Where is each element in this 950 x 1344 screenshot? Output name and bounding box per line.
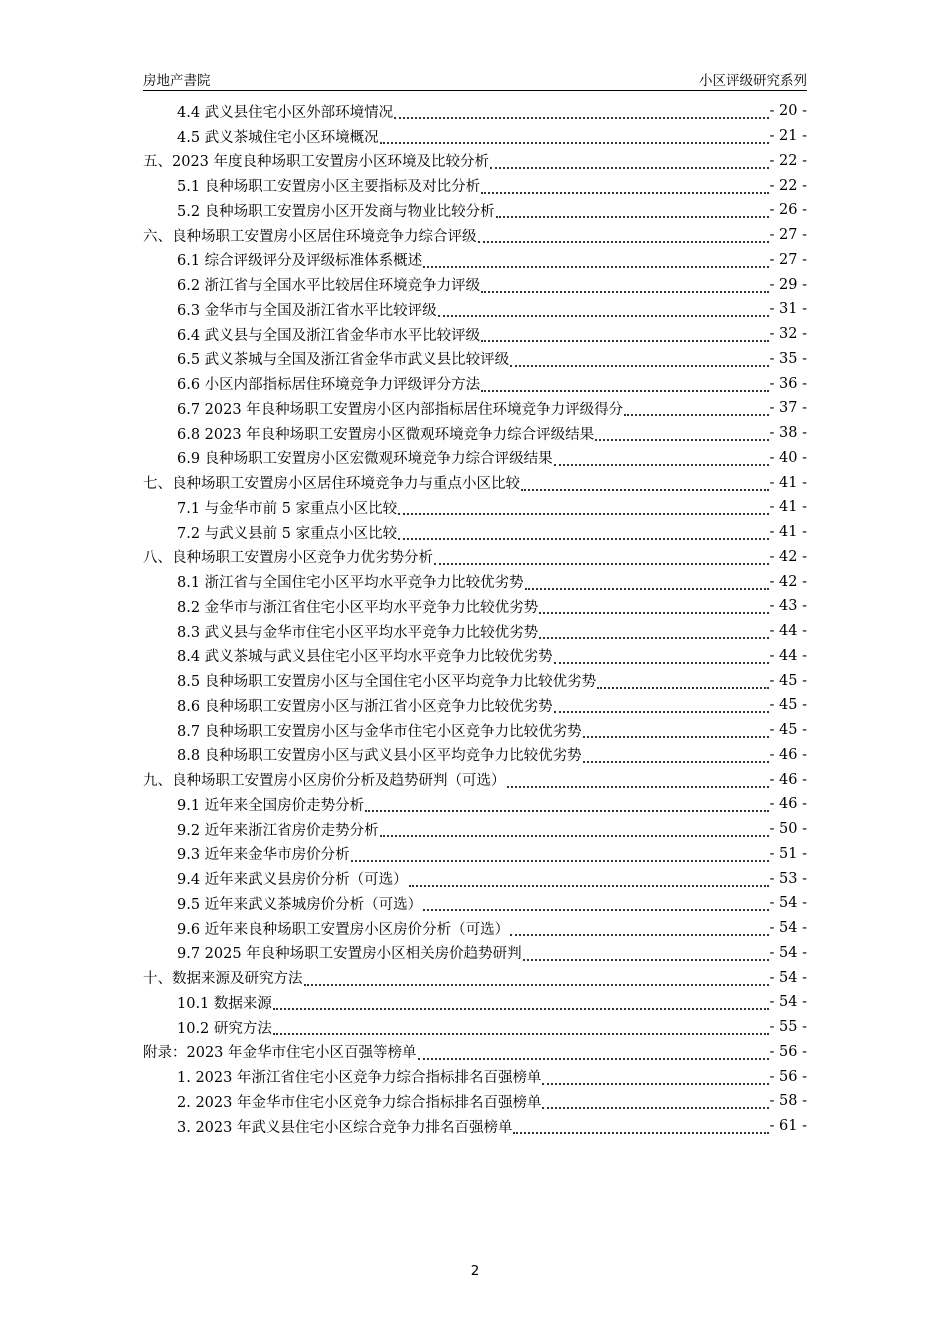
toc-entry-title: 8.6 良种场职工安置房小区与浙江省小区竞争力比较优劣势 bbox=[177, 698, 553, 715]
toc-entry[interactable] bbox=[143, 644, 807, 669]
toc-entry[interactable] bbox=[143, 347, 807, 372]
toc-leader-dots bbox=[510, 920, 768, 936]
toc-entry-page: - 27 - bbox=[769, 227, 807, 244]
toc-leader-dots bbox=[438, 301, 769, 317]
toc-entry-title: 8.2 金华市与浙江省住宅小区平均水平竞争力比较优劣势 bbox=[177, 599, 539, 616]
toc-entry[interactable] bbox=[143, 470, 807, 495]
toc-entry-page: - 44 - bbox=[769, 623, 807, 640]
toc-entry[interactable] bbox=[143, 693, 807, 718]
toc-entry-title: 8.8 良种场职工安置房小区与武义县小区平均竞争力比较优劣势 bbox=[177, 748, 582, 765]
toc-entry-title: 10.2 研究方法 bbox=[177, 1020, 272, 1037]
toc-entry[interactable] bbox=[143, 124, 807, 149]
toc-entry[interactable] bbox=[143, 668, 807, 693]
toc-entry-title: 6.6 小区内部指标居住环境竞争力评级评分方法 bbox=[177, 377, 481, 394]
toc-entry-title: 9.2 近年来浙江省房价走势分析 bbox=[177, 822, 379, 839]
toc-entry-page: - 20 - bbox=[769, 103, 807, 120]
toc-leader-dots bbox=[481, 326, 768, 342]
toc-entry[interactable] bbox=[143, 1089, 807, 1114]
toc-entry[interactable] bbox=[143, 545, 807, 570]
toc-entry-title: 七、良种场职工安置房小区居住环境竞争力与重点小区比较 bbox=[143, 476, 520, 493]
toc-entry-page: - 46 - bbox=[769, 771, 807, 788]
toc-entry-title: 9.6 近年来良种场职工安置房小区房价分析（可选） bbox=[177, 921, 510, 938]
toc-entry-title: 7.1 与金华市前 5 家重点小区比较 bbox=[177, 500, 398, 517]
toc-leader-dots bbox=[478, 227, 769, 243]
toc-entry-title: 2. 2023 年金华市住宅小区竞争力综合指标排名百强榜单 bbox=[177, 1094, 542, 1111]
toc-entry[interactable] bbox=[143, 916, 807, 941]
toc-entry-page: - 31 - bbox=[769, 301, 807, 318]
toc-leader-dots bbox=[554, 697, 769, 713]
toc-entry-title: 5.2 良种场职工安置房小区开发商与物业比较分析 bbox=[177, 203, 495, 220]
toc-entry[interactable] bbox=[143, 891, 807, 916]
toc-leader-dots bbox=[521, 475, 769, 491]
toc-leader-dots bbox=[507, 772, 769, 788]
toc-entry-page: - 41 - bbox=[769, 499, 807, 516]
toc-entry[interactable] bbox=[143, 371, 807, 396]
toc-entry[interactable] bbox=[143, 594, 807, 619]
toc-entry-page: - 45 - bbox=[769, 697, 807, 714]
toc-entry-page: - 56 - bbox=[769, 1043, 807, 1060]
toc-leader-dots bbox=[583, 722, 769, 738]
toc-entry-title: 9.1 近年来全国房价走势分析 bbox=[177, 797, 365, 814]
toc-entry-page: - 42 - bbox=[769, 548, 807, 565]
toc-leader-dots bbox=[554, 450, 769, 466]
toc-entry[interactable] bbox=[143, 396, 807, 421]
toc-entry-title: 6.8 2023 年良种场职工安置房小区微观环境竞争力综合评级结果 bbox=[177, 426, 595, 443]
toc-entry-title: 6.7 2023 年良种场职工安置房小区内部指标居住环境竞争力评级得分 bbox=[177, 401, 624, 418]
toc-entry[interactable] bbox=[143, 173, 807, 198]
toc-entry-title: 4.5 武义茶城住宅小区环境概况 bbox=[177, 129, 379, 146]
toc-entry[interactable] bbox=[143, 198, 807, 223]
toc-leader-dots bbox=[423, 252, 768, 268]
header-publisher: 房地产書院 bbox=[143, 73, 211, 89]
toc-entry-page: - 45 - bbox=[769, 722, 807, 739]
toc-entry-page: - 32 - bbox=[769, 326, 807, 343]
toc-leader-dots bbox=[273, 1019, 769, 1035]
toc-leader-dots bbox=[434, 549, 769, 565]
page-number: 2 bbox=[470, 1263, 480, 1279]
toc-leader-dots bbox=[595, 425, 768, 441]
toc-leader-dots bbox=[523, 945, 769, 961]
toc-leader-dots bbox=[409, 871, 769, 887]
toc-entry[interactable] bbox=[143, 248, 807, 273]
toc-entry-page: - 54 - bbox=[769, 969, 807, 986]
toc-entry-page: - 41 - bbox=[769, 474, 807, 491]
toc-entry[interactable] bbox=[143, 965, 807, 990]
toc-entry-title: 9.5 近年来武义茶城房价分析（可选） bbox=[177, 896, 423, 913]
toc-entry-page: - 45 - bbox=[769, 672, 807, 689]
toc-entry[interactable] bbox=[143, 1064, 807, 1089]
toc-leader-dots bbox=[365, 796, 768, 812]
toc-entry-title: 8.4 武义茶城与武义县住宅小区平均水平竞争力比较优劣势 bbox=[177, 649, 553, 666]
toc-entry-page: - 26 - bbox=[769, 202, 807, 219]
toc-entry[interactable] bbox=[143, 1040, 807, 1065]
toc-leader-dots bbox=[418, 1044, 769, 1060]
toc-entry-title: 9.4 近年来武义县房价分析（可选） bbox=[177, 872, 408, 889]
toc-leader-dots bbox=[273, 994, 769, 1010]
toc-leader-dots bbox=[539, 623, 768, 639]
toc-entry-title: 5.1 良种场职工安置房小区主要指标及对比分析 bbox=[177, 179, 481, 196]
toc-leader-dots bbox=[398, 524, 768, 540]
toc-entry-page: - 53 - bbox=[769, 870, 807, 887]
toc-leader-dots bbox=[490, 153, 769, 169]
toc-entry[interactable] bbox=[143, 718, 807, 743]
toc-entry[interactable] bbox=[143, 149, 807, 174]
toc-entry-title: 4.4 武义县住宅小区外部环境情况 bbox=[177, 104, 394, 121]
toc-entry-page: - 22 - bbox=[769, 177, 807, 194]
toc-leader-dots bbox=[394, 103, 768, 119]
toc-entry-title: 6.1 综合评级评分及评级标准体系概述 bbox=[177, 253, 423, 270]
toc-entry-page: - 61 - bbox=[769, 1118, 807, 1135]
toc-entry-page: - 44 - bbox=[769, 647, 807, 664]
toc-entry-page: - 56 - bbox=[769, 1068, 807, 1085]
toc-leader-dots bbox=[380, 128, 769, 144]
toc-entry-page: - 22 - bbox=[769, 152, 807, 169]
toc-entry-page: - 41 - bbox=[769, 524, 807, 541]
toc-entry-title: 8.1 浙江省与全国住宅小区平均水平竞争力比较优劣势 bbox=[177, 575, 524, 592]
toc-entry-title: 8.3 武义县与金华市住宅小区平均水平竞争力比较优劣势 bbox=[177, 624, 539, 641]
toc-leader-dots bbox=[554, 648, 769, 664]
toc-entry[interactable] bbox=[143, 767, 807, 792]
toc-entry-page: - 54 - bbox=[769, 895, 807, 912]
toc-leader-dots bbox=[542, 1093, 768, 1109]
toc-entry[interactable] bbox=[143, 99, 807, 124]
toc-entry-title: 6.3 金华市与全国及浙江省水平比较评级 bbox=[177, 302, 437, 319]
toc-entry[interactable] bbox=[143, 322, 807, 347]
toc-leader-dots bbox=[304, 970, 769, 986]
toc-leader-dots bbox=[481, 376, 768, 392]
toc-entry-title: 8.7 良种场职工安置房小区与金华市住宅小区竞争力比较优劣势 bbox=[177, 723, 582, 740]
toc-entry-title: 6.2 浙江省与全国水平比较居住环境竞争力评级 bbox=[177, 278, 481, 295]
toc-entry-page: - 21 - bbox=[769, 128, 807, 145]
toc-entry[interactable] bbox=[143, 990, 807, 1015]
toc-entry[interactable] bbox=[143, 272, 807, 297]
toc-entry[interactable] bbox=[143, 421, 807, 446]
toc-entry-title: 10.1 数据来源 bbox=[177, 995, 272, 1012]
toc-entry[interactable] bbox=[143, 1015, 807, 1040]
toc-entry-page: - 54 - bbox=[769, 994, 807, 1011]
toc-entry-page: - 51 - bbox=[769, 845, 807, 862]
toc-entry-page: - 54 - bbox=[769, 920, 807, 937]
toc-entry-page: - 50 - bbox=[769, 821, 807, 838]
toc-entry-page: - 43 - bbox=[769, 598, 807, 615]
toc-entry-page: - 55 - bbox=[769, 1019, 807, 1036]
toc-leader-dots bbox=[525, 574, 769, 590]
toc-entry-page: - 46 - bbox=[769, 796, 807, 813]
toc-entry-title: 八、良种场职工安置房小区竞争力优劣势分析 bbox=[143, 550, 433, 567]
toc-entry[interactable] bbox=[143, 495, 807, 520]
toc-entry-page: - 27 - bbox=[769, 251, 807, 268]
toc-leader-dots bbox=[542, 1069, 768, 1085]
toc-entry-title: 6.5 武义茶城与全国及浙江省金华市武义县比较评级 bbox=[177, 352, 510, 369]
toc-leader-dots bbox=[351, 846, 769, 862]
toc-entry-title: 6.4 武义县与全国及浙江省金华市水平比较评级 bbox=[177, 327, 481, 344]
toc-leader-dots bbox=[624, 400, 768, 416]
toc-entry[interactable] bbox=[143, 297, 807, 322]
toc-entry-title: 十、数据来源及研究方法 bbox=[143, 971, 303, 988]
toc-leader-dots bbox=[423, 895, 768, 911]
toc-entry[interactable] bbox=[143, 866, 807, 891]
toc-leader-dots bbox=[481, 277, 768, 293]
toc-leader-dots bbox=[380, 821, 769, 837]
toc-entry-title: 6.9 良种场职工安置房小区宏微观环境竞争力综合评级结果 bbox=[177, 451, 553, 468]
toc-entry-page: - 54 - bbox=[769, 944, 807, 961]
toc-entry[interactable] bbox=[143, 569, 807, 594]
toc-entry-title: 附录：2023 年金华市住宅小区百强等榜单 bbox=[143, 1045, 417, 1062]
toc-entry-page: - 29 - bbox=[769, 276, 807, 293]
toc-entry[interactable] bbox=[143, 792, 807, 817]
toc-leader-dots bbox=[583, 747, 769, 763]
toc-entry-page: - 36 - bbox=[769, 375, 807, 392]
toc-leader-dots bbox=[539, 598, 768, 614]
toc-entry-page: - 40 - bbox=[769, 449, 807, 466]
header-series-title: 小区评级研究系列 bbox=[699, 73, 807, 89]
toc-entry-title: 1. 2023 年浙江省住宅小区竞争力综合指标排名百强榜单 bbox=[177, 1070, 542, 1087]
toc-leader-dots bbox=[513, 1118, 768, 1134]
toc-leader-dots bbox=[496, 202, 769, 218]
toc-entry[interactable] bbox=[143, 520, 807, 545]
page-header bbox=[143, 66, 807, 91]
toc-entry-title: 9.3 近年来金华市房价分析 bbox=[177, 847, 350, 864]
toc-leader-dots bbox=[481, 178, 768, 194]
toc-entry[interactable] bbox=[143, 941, 807, 966]
toc-entry-page: - 42 - bbox=[769, 573, 807, 590]
toc-leader-dots bbox=[398, 499, 768, 515]
toc-entry-title: 9.7 2025 年良种场职工安置房小区相关房价趋势研判 bbox=[177, 946, 522, 963]
toc-entry-page: - 38 - bbox=[769, 425, 807, 442]
toc-leader-dots bbox=[510, 351, 768, 367]
toc-entry[interactable] bbox=[143, 223, 807, 248]
toc-entry[interactable] bbox=[143, 446, 807, 471]
toc-entry[interactable] bbox=[143, 817, 807, 842]
toc-entry-title: 六、良种场职工安置房小区居住环境竞争力综合评级 bbox=[143, 228, 477, 245]
toc-leader-dots bbox=[597, 673, 768, 689]
toc-entry-title: 7.2 与武义县前 5 家重点小区比较 bbox=[177, 525, 398, 542]
toc-entry[interactable] bbox=[143, 743, 807, 768]
toc-entry-title: 九、良种场职工安置房小区房价分析及趋势研判（可选） bbox=[143, 773, 506, 790]
toc-entry-page: - 37 - bbox=[769, 400, 807, 417]
toc-entry-page: - 46 - bbox=[769, 746, 807, 763]
toc-entry-title: 3. 2023 年武义县住宅小区综合竞争力排名百强榜单 bbox=[177, 1119, 513, 1136]
toc-entry-title: 8.5 良种场职工安置房小区与全国住宅小区平均竞争力比较优劣势 bbox=[177, 674, 597, 691]
toc-entry-page: - 58 - bbox=[769, 1093, 807, 1110]
table-of-contents bbox=[143, 99, 807, 1139]
toc-entry-title: 五、2023 年度良种场职工安置房小区环境及比较分析 bbox=[143, 154, 490, 171]
toc-entry-page: - 35 - bbox=[769, 350, 807, 367]
toc-entry[interactable] bbox=[143, 1114, 807, 1139]
toc-entry[interactable] bbox=[143, 842, 807, 867]
toc-entry[interactable] bbox=[143, 619, 807, 644]
